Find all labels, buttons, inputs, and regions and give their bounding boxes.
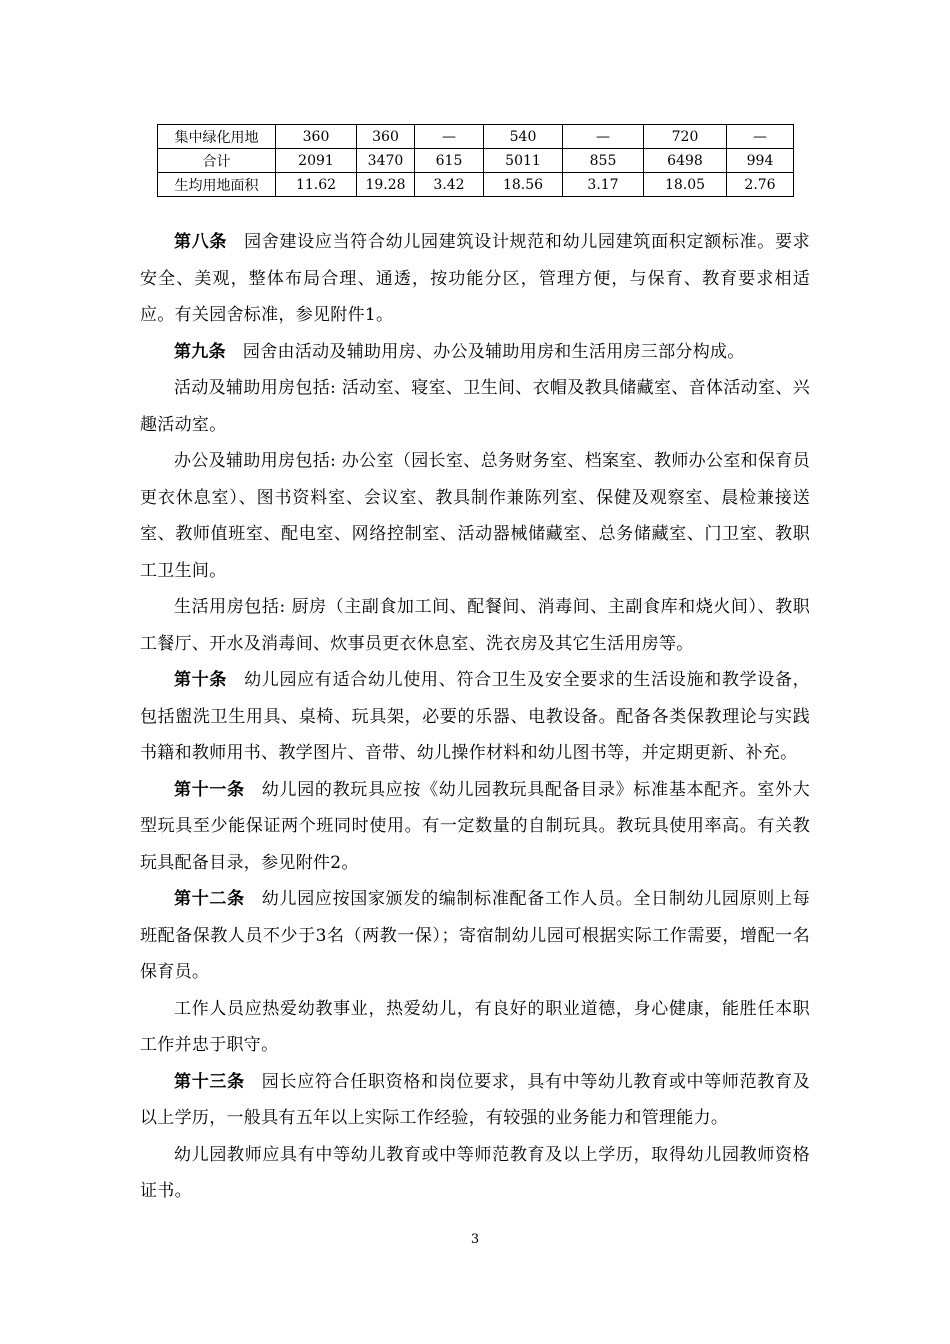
table-cell: 360 bbox=[357, 125, 415, 149]
document-body bbox=[140, 224, 810, 1210]
article-text: 园舍建设应当符合幼儿园建筑设计规范和幼儿园建筑面积定额标准。要求安全、美观，整体布局合理、通透，按功能分区，管理方便，与保育、教育要求相适应。有关园舍标准，参见附件1。 bbox=[140, 232, 810, 325]
table-cell: 3.42 bbox=[415, 173, 484, 197]
article-paragraph bbox=[140, 662, 810, 772]
table-cell: 生均用地面积 bbox=[158, 173, 276, 197]
table-cell: 855 bbox=[563, 149, 644, 173]
article-text: 生活用房包括: 厨房（主副食加工间、配餐间、消毒间、主副食库和烧火间）、教职工餐厅、开水及消毒间、炊事员更衣休息室、洗衣房及其它生活用房等。 bbox=[140, 597, 810, 654]
article-paragraph bbox=[140, 1137, 810, 1210]
table-cell: — bbox=[563, 125, 644, 149]
article-text: 园舍由活动及辅助用房、办公及辅助用房和生活用房三部分构成。 bbox=[242, 341, 745, 362]
table-cell: 11.62 bbox=[276, 173, 357, 197]
article-paragraph bbox=[140, 772, 810, 882]
article-text: 幼儿园应按国家颁发的编制标准配备工作人员。全日制幼儿园原则上每班配备保教人员不少于3名（两教一保）；寄宿制幼儿园可根据实际工作需要，增配一名保育员。 bbox=[140, 889, 810, 982]
table-row bbox=[158, 125, 794, 149]
article-text: 幼儿园教师应具有中等幼儿教育或中等师范教育及以上学历，取得幼儿园教师资格证书。 bbox=[140, 1144, 810, 1201]
table-cell: 540 bbox=[484, 125, 563, 149]
table-cell: — bbox=[415, 125, 484, 149]
article-number: 第十一条 bbox=[174, 779, 245, 800]
land-area-table bbox=[157, 124, 794, 197]
article-paragraph bbox=[140, 443, 810, 589]
article-paragraph bbox=[140, 589, 810, 662]
table-row bbox=[158, 173, 794, 197]
article-paragraph bbox=[140, 881, 810, 991]
article-number: 第十条 bbox=[174, 670, 228, 690]
table-cell: 3470 bbox=[357, 149, 415, 173]
table-cell: 720 bbox=[644, 125, 727, 149]
article-text: 园长应符合任职资格和岗位要求，具有中等幼儿教育或中等师范教育及以上学历，一般具有五年以上实际工作经验，有较强的业务能力和管理能力。 bbox=[140, 1071, 810, 1128]
table-cell: 18.05 bbox=[644, 173, 727, 197]
article-number: 第十二条 bbox=[174, 889, 245, 909]
table-cell: 18.56 bbox=[484, 173, 563, 197]
table-cell: 6498 bbox=[644, 149, 727, 173]
article-number: 第八条 bbox=[174, 232, 228, 252]
table-cell: 集中绿化用地 bbox=[158, 125, 276, 149]
article-text: 工作人员应热爱幼教事业，热爱幼儿，有良好的职业道德，身心健康，能胜任本职工作并忠于职守。 bbox=[140, 998, 810, 1055]
page-number: 3 bbox=[470, 1232, 480, 1247]
table-row bbox=[158, 149, 794, 173]
article-number: 第九条 bbox=[174, 341, 226, 362]
article-text: 幼儿园应有适合幼儿使用、符合卫生及安全要求的生活设施和教学设备，包括盥洗卫生用具、桌椅、玩具架，必要的乐器、电教设备。配备各类保教理论与实践书籍和教师用书、教学图片、音带、幼儿操作材料和幼儿图书等，并定期更新、补充。 bbox=[140, 670, 810, 763]
table-cell: 19.28 bbox=[357, 173, 415, 197]
article-text: 幼儿园的教玩具应按《幼儿园教玩具配备目录》标准基本配齐。室外大型玩具至少能保证两个班同时使用。有一定数量的自制玩具。教玩具使用率高。有关教玩具配备目录，参见附件2。 bbox=[140, 779, 810, 873]
table-cell: — bbox=[727, 125, 794, 149]
table-cell: 615 bbox=[415, 149, 484, 173]
table-cell: 2.76 bbox=[727, 173, 794, 197]
table-cell: 5011 bbox=[484, 149, 563, 173]
article-paragraph bbox=[140, 370, 810, 443]
article-paragraph bbox=[140, 334, 810, 371]
article-text: 办公及辅助用房包括: 办公室（园长室、总务财务室、档案室、教师办公室和保育员更衣休息室）、图书资料室、会议室、教具制作兼陈列室、保健及观察室、晨检兼接送室、教师值班室、配电室、网络控制室、活动器械储藏室、总务储藏室、门卫室、教职工卫生间。 bbox=[140, 451, 810, 581]
table-cell: 合计 bbox=[158, 149, 276, 173]
table-cell: 3.17 bbox=[563, 173, 644, 197]
table-cell: 360 bbox=[276, 125, 357, 149]
table-cell: 2091 bbox=[276, 149, 357, 173]
article-text: 活动及辅助用房包括: 活动室、寝室、卫生间、衣帽及教具储藏室、音体活动室、兴趣活动室。 bbox=[140, 378, 810, 435]
article-paragraph bbox=[140, 1064, 810, 1137]
article-number: 第十三条 bbox=[174, 1071, 245, 1092]
table-cell: 994 bbox=[727, 149, 794, 173]
article-paragraph bbox=[140, 991, 810, 1064]
article-paragraph bbox=[140, 224, 810, 334]
